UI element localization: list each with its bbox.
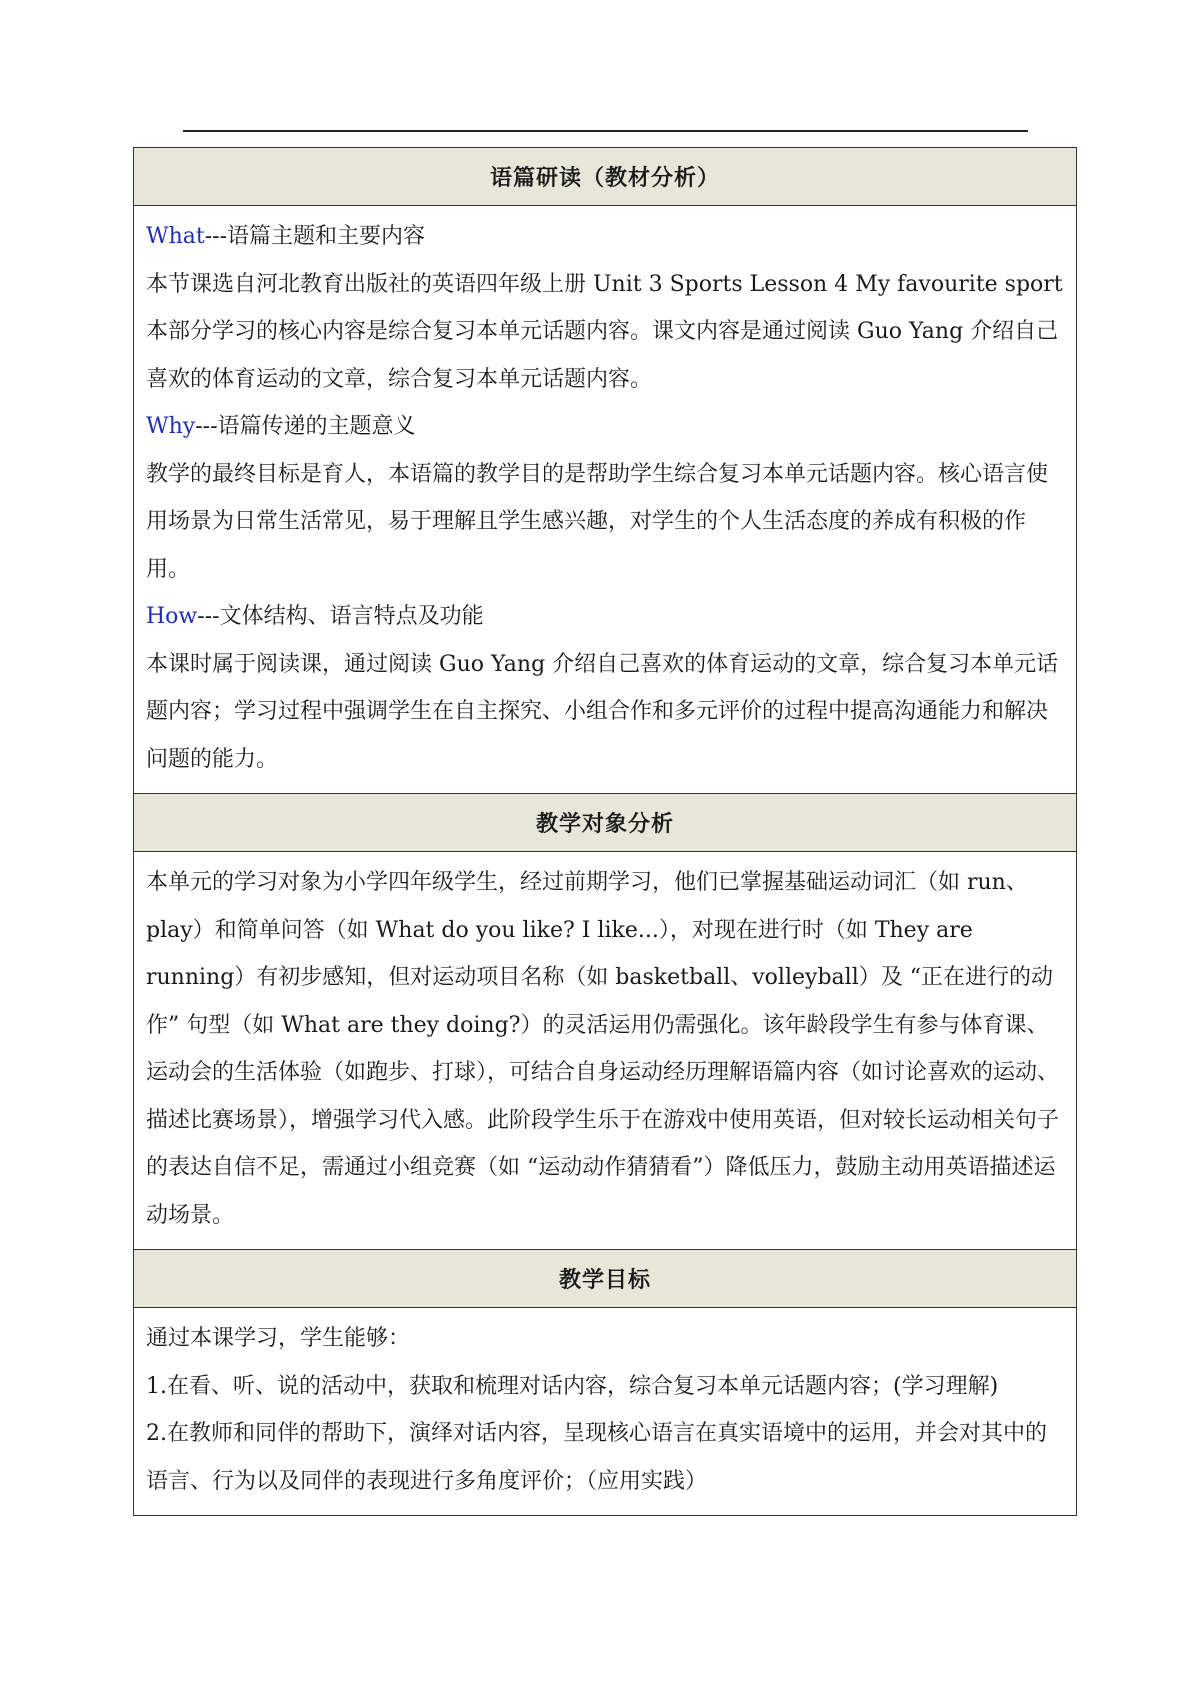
- how-keyword: How: [146, 604, 198, 629]
- analysis-body-row: [134, 206, 1077, 794]
- objectives-header-row: [134, 1250, 1077, 1308]
- objective-item-2: 2.在教师和同伴的帮助下，演绎对话内容，呈现核心语言在真实语境中的运用，并会对其中的语言、行为以及同伴的表现进行多角度评价；（应用实践）: [146, 1421, 1047, 1494]
- students-body-row: [134, 852, 1077, 1250]
- analysis-header-row: [134, 148, 1077, 206]
- students-paragraph: 本单元的学习对象为小学四年级学生，经过前期学习，他们已掌握基础运动词汇（如 run、play）和简单问答（如 What do you like? I like...），对现在进行时（如 They are running）有初步感知，但对运动项目名称（如 basketball、volleyball）及 “正在进行的动作” 句型（如 What are they doing?）的灵活运用仍需强化。该年龄段学生有参与体育课、运动会的生活体验（如跑步、打球），可结合自身运动经历理解语篇内容（如讨论喜欢的运动、描述比赛场景），增强学习代入感。此阶段学生乐于在游戏中使用英语，但对较长运动相关句子的表达自信不足，需通过小组竞赛（如 “运动动作猜猜看”）降低压力，鼓励主动用英语描述运动场景。: [146, 870, 1060, 1228]
- objective-item-1: 1.在看、听、说的活动中，获取和梳理对话内容，综合复习本单元话题内容；(学习理解): [146, 1373, 999, 1399]
- analysis-title: 语篇研读（教材分析）: [134, 148, 1077, 206]
- students-header-row: [134, 794, 1077, 852]
- top-rule: [183, 130, 1028, 132]
- objectives-body-row: [134, 1308, 1077, 1516]
- why-keyword: Why: [146, 414, 196, 439]
- what-paragraph: 本节课选自河北教育出版社的英语四年级上册 Unit 3 Sports Lesson 4 My favourite sport 本部分学习的核心内容是综合复习本单元话题内容。课文内容是通过阅读 Guo Yang 介绍自己喜欢的体育运动的文章，综合复习本单元话题内容。: [146, 271, 1063, 392]
- lesson-plan-table: [133, 147, 1077, 1516]
- what-heading: [146, 213, 1064, 261]
- how-paragraph: 本课时属于阅读课，通过阅读 Guo Yang 介绍自己喜欢的体育运动的文章，综合复习本单元话题内容；学习过程中强调学生在自主探究、小组合作和多元评价的过程中提高沟通能力和解决问题的能力。: [146, 651, 1059, 772]
- objectives-body: [134, 1308, 1077, 1516]
- why-paragraph: 教学的最终目标是育人，本语篇的教学目的是帮助学生综合复习本单元话题内容。核心语言使用场景为日常生活常见，易于理解且学生感兴趣，对学生的个人生活态度的养成有积极的作用。: [146, 461, 1049, 582]
- students-title: 教学对象分析: [134, 794, 1077, 852]
- analysis-body: [134, 206, 1077, 794]
- how-heading: [146, 593, 1064, 641]
- objectives-intro: 通过本课学习，学生能够：: [146, 1326, 411, 1351]
- what-heading-text: ---语篇主题和主要内容: [204, 224, 426, 249]
- why-heading: [146, 403, 1064, 451]
- how-heading-text: ---文体结构、语言特点及功能: [197, 604, 484, 629]
- what-keyword: What: [146, 224, 205, 249]
- students-body: [134, 852, 1077, 1250]
- objectives-title: 教学目标: [134, 1250, 1077, 1308]
- why-heading-text: ---语篇传递的主题意义: [195, 414, 416, 439]
